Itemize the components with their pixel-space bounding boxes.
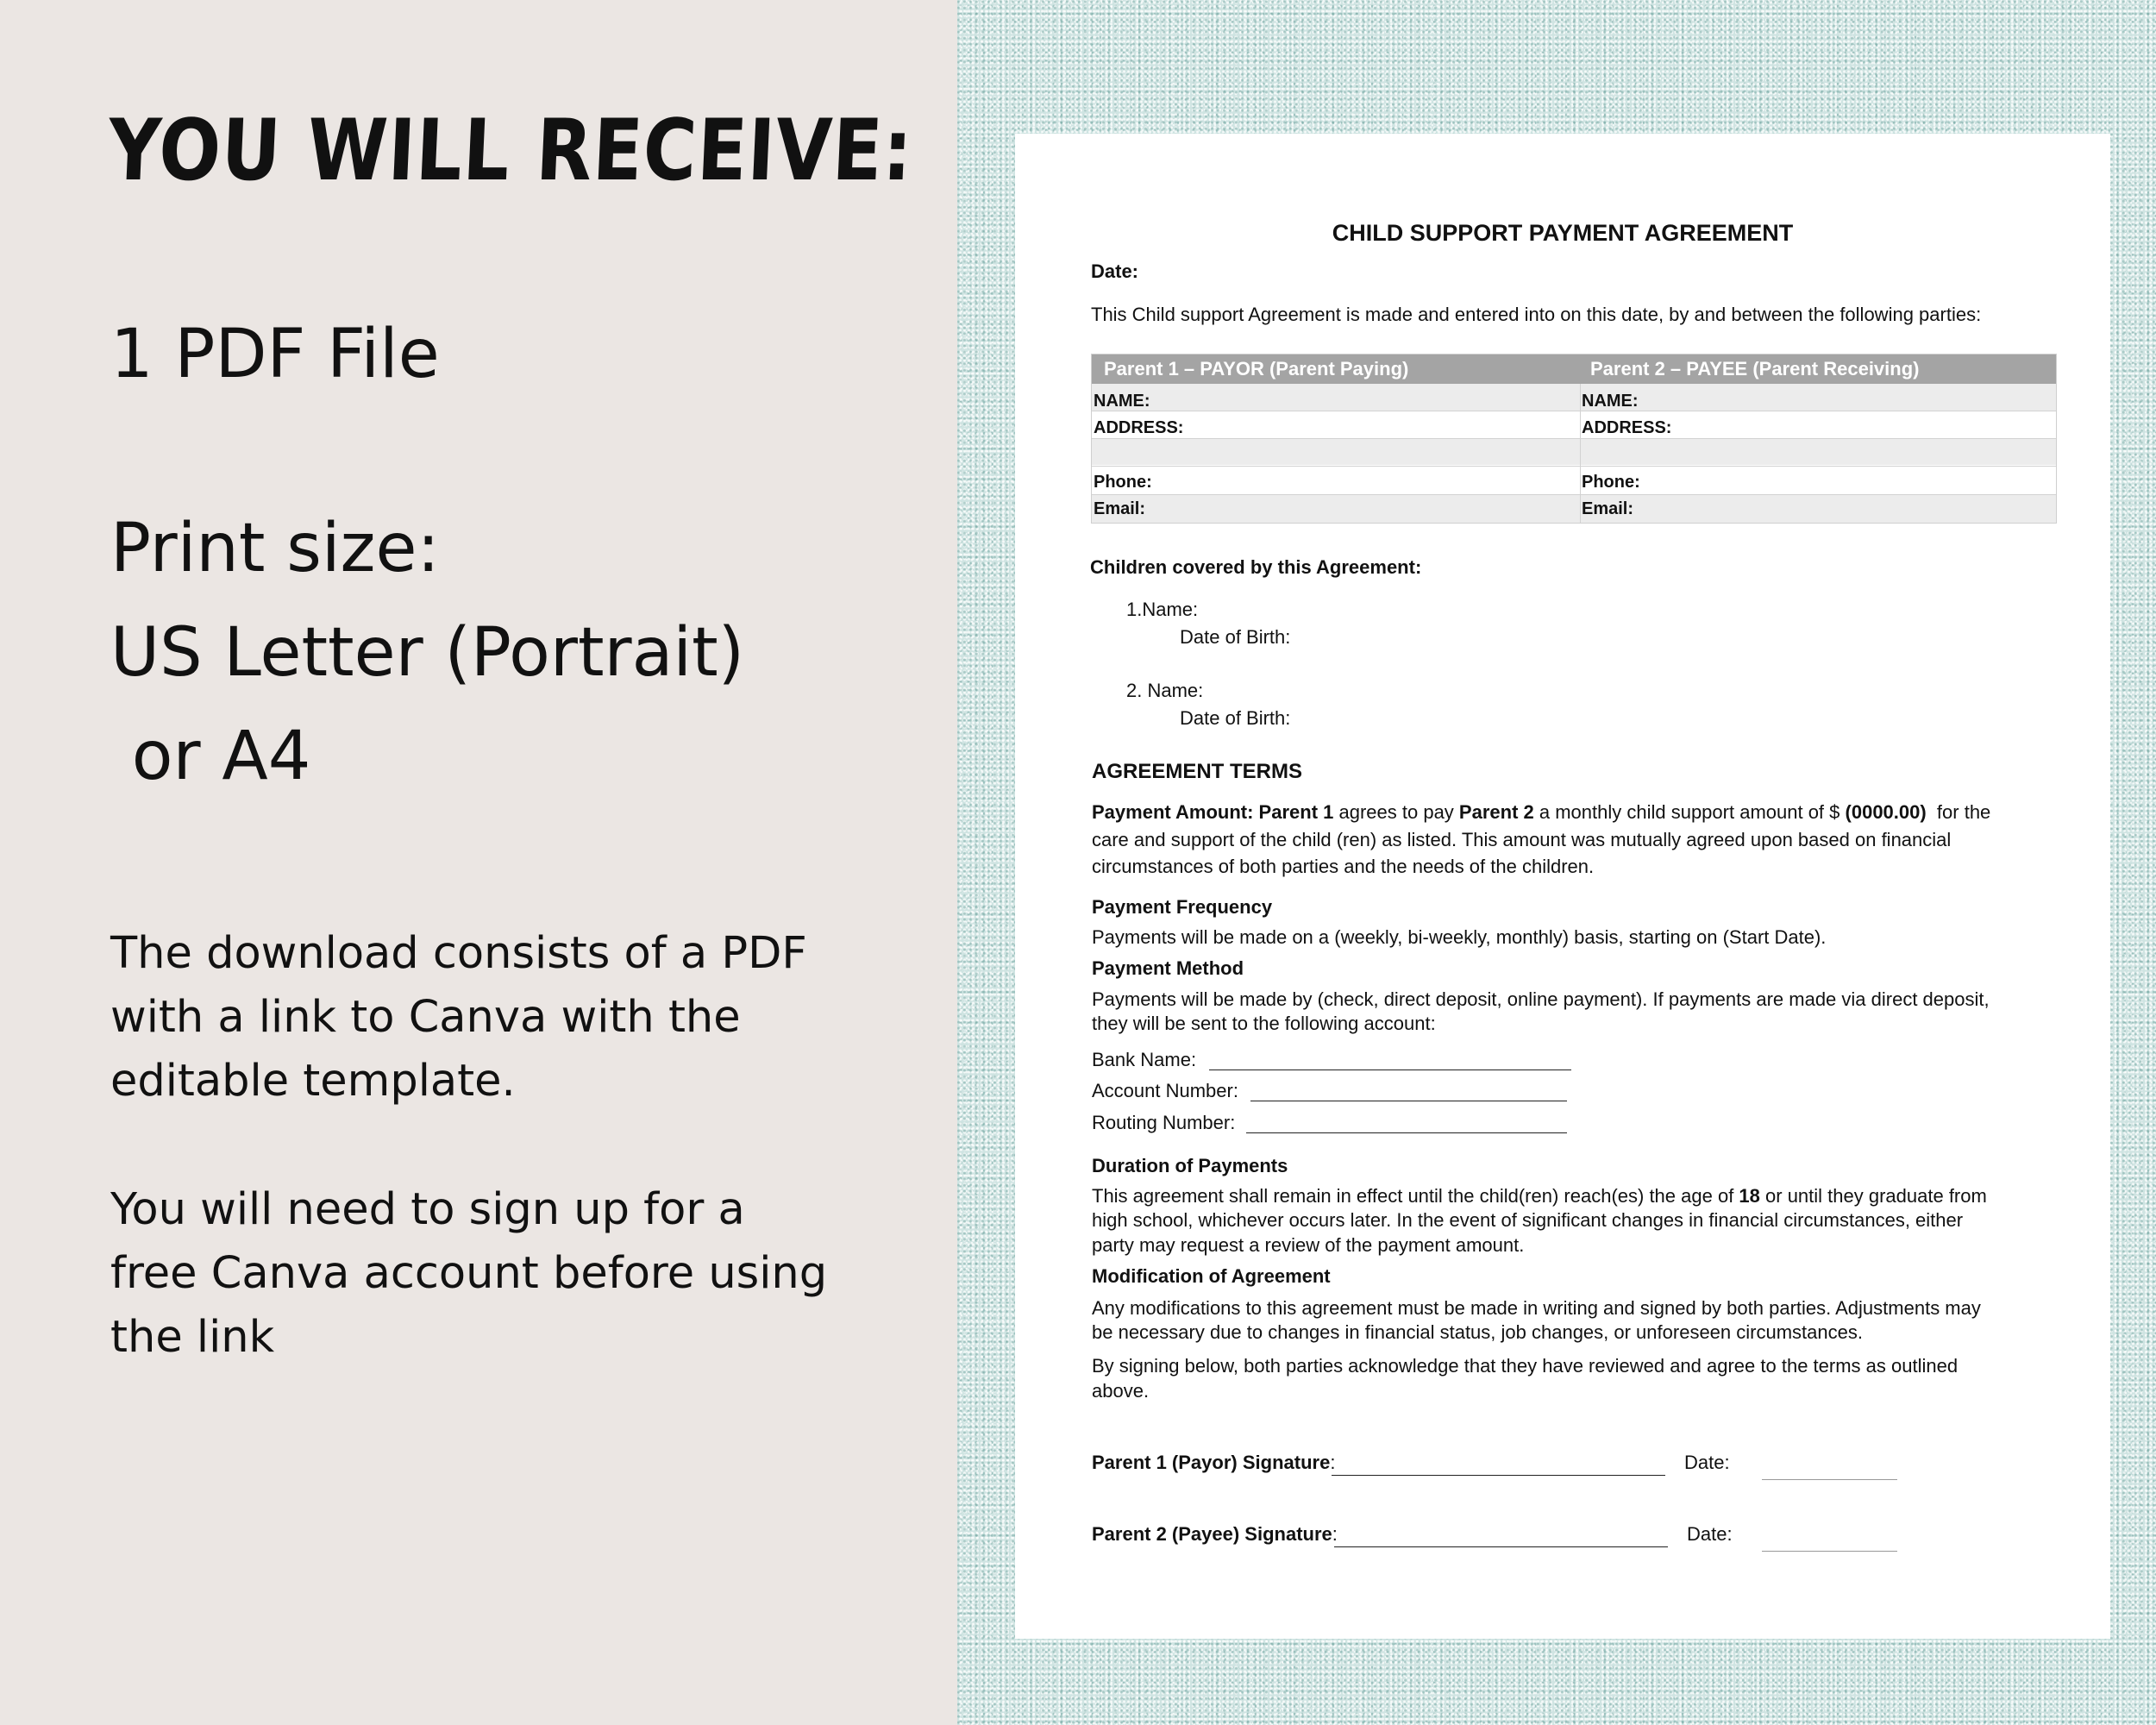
payment-text-1: agrees to pay xyxy=(1333,801,1459,823)
table-row xyxy=(1092,438,2056,465)
account-number-label: Account Number: xyxy=(1092,1080,1238,1101)
child-1-dob: Date of Birth: xyxy=(1180,626,1291,648)
download-line-3: editable template. xyxy=(110,1056,516,1107)
payee-signature-line xyxy=(1334,1546,1668,1547)
receive-heading: YOU WILL RECEIVE: xyxy=(105,102,915,200)
table-row xyxy=(1092,384,2056,411)
routing-number-line xyxy=(1246,1132,1567,1133)
child-2-name: 2. Name: xyxy=(1126,680,1204,701)
payment-amount-value: (0000.00) xyxy=(1845,801,1927,823)
table-row xyxy=(1092,494,2056,523)
payment-amount-line-3: circumstances of both parties and the needs of the children. xyxy=(1092,856,1595,877)
modification-line-1: Any modifications to this agreement must be made in writing and signed by both parties. Adjustments may xyxy=(1092,1297,1981,1319)
bank-name-label: Bank Name: xyxy=(1092,1049,1197,1070)
duration-line-2: high school, whichever occurs later. In the event of significant changes in financial circumstances, either xyxy=(1092,1209,1964,1231)
payment-amount-label: Payment Amount: xyxy=(1092,801,1254,823)
children-heading: Children covered by this Agreement: xyxy=(1090,556,1422,578)
age-value: 18 xyxy=(1739,1185,1760,1207)
payee-date-label: Date: xyxy=(1687,1523,1733,1545)
print-size-value: US Letter (Portrait) xyxy=(110,614,745,692)
acknowledge-line-1: By signing below, both parties acknowledge that they have reviewed and agree to the terms as outlined xyxy=(1092,1355,1959,1377)
document-title: CHILD SUPPORT PAYMENT AGREEMENT xyxy=(1332,220,1794,246)
modification-line-2: be necessary due to changes in financial status, job changes, or unforeseen circumstances. xyxy=(1092,1321,1863,1343)
payor-date-label: Date: xyxy=(1684,1452,1730,1473)
date-label: Date: xyxy=(1091,260,1139,282)
payor-signature-line xyxy=(1332,1475,1665,1476)
signup-line-2: free Canva account before using xyxy=(110,1248,828,1299)
payee-phone-label: Phone: xyxy=(1582,473,1640,492)
method-line-2: they will be sent to the following account: xyxy=(1092,1013,1436,1034)
duration-line-1 xyxy=(1092,1185,1987,1208)
file-count-text: 1 PDF File xyxy=(110,316,440,393)
child-1-name: 1.Name: xyxy=(1126,599,1199,620)
payor-date-line xyxy=(1762,1479,1897,1480)
payee-address-label: ADDRESS: xyxy=(1582,418,1672,437)
download-line-1: The download consists of a PDF xyxy=(110,928,807,979)
payment-text-2: a monthly child support amount of $ xyxy=(1533,801,1846,823)
payor-phone-label: Phone: xyxy=(1094,473,1152,492)
parent-2-ref: Parent 2 xyxy=(1458,801,1534,823)
duration-text-b: or until they graduate from xyxy=(1759,1185,1987,1207)
parties-table xyxy=(1091,354,2057,524)
payment-amount-line-2: care and support of the child (ren) as listed. This amount was mutually agreed upon based on financial xyxy=(1092,829,1952,850)
payee-name-label: NAME: xyxy=(1582,392,1639,411)
info-panel xyxy=(0,0,957,1725)
routing-number-label: Routing Number: xyxy=(1092,1112,1236,1133)
signup-line-1: You will need to sign up for a xyxy=(110,1184,745,1235)
payee-signature-label: Parent 2 (Payee) Signature: xyxy=(1092,1523,1338,1545)
payor-header: Parent 1 – PAYOR (Parent Paying) xyxy=(1092,354,1580,384)
payee-header: Parent 2 – PAYEE (Parent Receiving) xyxy=(1580,354,2056,384)
duration-heading: Duration of Payments xyxy=(1092,1155,1288,1176)
payment-text-3: for the xyxy=(1926,801,1991,823)
acknowledge-line-2: above. xyxy=(1092,1380,1150,1402)
print-size-label: Print size: xyxy=(110,510,440,587)
signup-line-3: the link xyxy=(110,1312,275,1363)
payor-address-label: ADDRESS: xyxy=(1094,418,1184,437)
payee-date-line xyxy=(1762,1551,1897,1552)
method-line-1: Payments will be made by (check, direct deposit, online payment). If payments are made via direct deposit, xyxy=(1092,988,1990,1010)
payor-signature-label: Parent 1 (Payor) Signature: xyxy=(1092,1452,1336,1473)
print-size-alt: or A4 xyxy=(110,718,311,795)
modification-heading: Modification of Agreement xyxy=(1092,1265,1331,1287)
duration-line-3: party may request a review of the payment amount. xyxy=(1092,1234,1525,1256)
child-2-dob: Date of Birth: xyxy=(1180,707,1291,729)
terms-heading: AGREEMENT TERMS xyxy=(1092,760,1303,783)
parent-1-ref: Parent 1 xyxy=(1258,801,1334,823)
frequency-text: Payments will be made on a (weekly, bi-weekly, monthly) basis, starting on (Start Date). xyxy=(1092,926,1827,948)
frequency-heading: Payment Frequency xyxy=(1092,896,1273,918)
duration-text-a: This agreement shall remain in effect until the child(ren) reach(es) the age of xyxy=(1092,1185,1739,1207)
payor-name-label: NAME: xyxy=(1094,392,1150,411)
payor-email-label: Email: xyxy=(1094,499,1146,518)
payee-email-label: Email: xyxy=(1582,499,1634,518)
download-line-2: with a link to Canva with the xyxy=(110,992,741,1043)
intro-text: This Child support Agreement is made and entered into on this date, by and between the following parties: xyxy=(1091,304,1982,325)
method-heading: Payment Method xyxy=(1092,957,1244,979)
payment-amount-line-1 xyxy=(1092,801,1990,824)
agreement-document-preview xyxy=(1015,134,2110,1639)
